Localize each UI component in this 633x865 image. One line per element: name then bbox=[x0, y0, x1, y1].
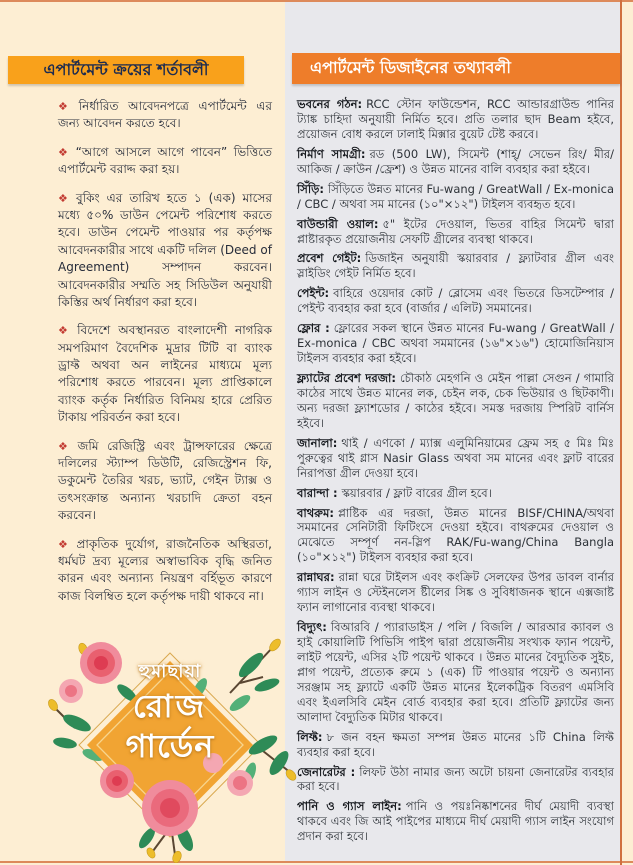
spec-item bbox=[297, 570, 614, 615]
spec-item bbox=[297, 730, 614, 760]
spec-label: বিদ্যুৎ: bbox=[297, 620, 327, 635]
spec-text: স্কয়ারবার / ফ্লাট বারের গ্রীল হবে। bbox=[341, 485, 492, 500]
design-section bbox=[297, 97, 614, 849]
bullet-text: বিদেশে অবস্থানরত বাংলাদেশী নাগরিক সমপরিমাণ বৈদেশিক মুদ্রার টিটি বা ব্যাংক ড্রাফ্ট অথবা অন লাইনের মাধ্যমে মূল্য পরিশোধ করতে পারবেন। মূল্য প্রাপ্তিকালে ব্যাংক কর্তৃক নির্ধারিত বিনিময় হারে প্রেরিত টাকায় পরিবর্তন করা হবে। bbox=[58, 323, 272, 425]
spec-item bbox=[297, 251, 614, 281]
spec-label: পানি ও গ্যাস লাইন: bbox=[297, 799, 402, 814]
bullet-item bbox=[58, 190, 272, 312]
terms-section bbox=[58, 98, 272, 616]
spec-label: লিফ্ট: bbox=[297, 729, 323, 744]
top-border-line bbox=[0, 0, 633, 2]
design-header bbox=[292, 53, 620, 84]
spec-text: লিফট উঠা নামার জন্য অটো চায়না জেনারেটর ব্যবহার করা হবে। bbox=[297, 764, 614, 794]
diamond-bullet-icon: ❖ bbox=[58, 439, 73, 453]
spec-text: প্লাষ্টিক এর দরজা, উন্নত মানের BISF/CHINA/অথবা সমমানের সেনিটারী ফিটিংসে দেওয়া হইবে। বাথরুমের দেওয়াল ও মেঝেতে সম্পূর্ণ নন-স্লিপ RAK/Fu-wang/China Bangla (১০"×১২") টাইলস ব্যবহার করা হবে। bbox=[297, 505, 614, 565]
spec-item bbox=[297, 486, 614, 501]
bullet-item bbox=[58, 536, 272, 606]
spec-text: রড (500 LW), সিমেন্ট (শাহ্/ সেভেন রিং/ মীর/ আকিজ / ক্রাউন /ফ্রেশ) ও উন্নত মানের বালি ব্যবহার করা হইবে। bbox=[297, 146, 615, 176]
spec-text: চৌকাঠ মেহগনি ও মেইন পাল্লা সেগুন / গামারি কাঠের সাথে উন্নত মানের লক, চেইন লক, চেক ভিউয়ার ও ছিটকাণী। অন্য দরজা ফ্ল্যাশডোর / কাঠের হইবে। সমস্ত দরজায় স্পিরিট বার্নিস হইবে। bbox=[297, 371, 614, 430]
spec-item bbox=[297, 436, 614, 481]
spec-label: রান্নাঘর: bbox=[297, 570, 335, 585]
bullet-item bbox=[58, 438, 272, 525]
spec-text: ডিজাইন অনুযায়ী স্কয়ারবার / ফ্ল্যাটবার গ্রীল এবং স্লাইডিং গেইট নির্মিত হবে। bbox=[297, 251, 614, 281]
spec-label: ফ্লোর : bbox=[297, 321, 330, 336]
spec-item bbox=[297, 765, 614, 795]
spec-text: সিঁড়িতে উন্নত মানের Fu-wang / GreatWall / Ex-monica / CBC / অথবা সম মানের (১০"×১২") টাইলস ব্যবহৃত হবে। bbox=[297, 181, 614, 211]
spec-label: ভবনের গঠন: bbox=[297, 97, 363, 111]
spec-item bbox=[297, 286, 614, 316]
bullet-item bbox=[58, 322, 272, 426]
spec-text: বিআরবি / প্যারাডাইস / পলি / বিজলি / আরআর ক্যাবল ও হাই কোয়ালিটি পিভিসি পাইপ দ্বারা প্রয়োজনীয় সংখ্যক ফ্যান পয়েন্ট, লাইট পয়েন্ট, এসির ২টি পয়েন্ট থাকবে । উন্নত মানের বৈদ্যুতিক সুইচ, প্লাগ পয়েন্ট, প্রত্যেক রুমে ১ (এক) টি পাওয়ার পয়েন্ট ও অন্যান্য সরঞ্জাম সহ ফ্ল্যাটে একটি উন্নত মানের ইলেকট্রিক বিতরণ এমসিবি এবং ইএলসিবি মেইন বোর্ড ব্যবহার করা হবে। প্রতিটি ফ্ল্যাটের জন্য আলাদা বৈদ্যুতিক মিটার থাকবে। bbox=[297, 620, 614, 724]
spec-label: বাথরুম: bbox=[297, 505, 334, 520]
diamond-bullet-icon: ❖ bbox=[58, 100, 74, 113]
bullet-text: “আগে আসলে আগে পাবেন” ভিত্তিতে এপার্টমেন্ট বরাদ্দ করা হয়। bbox=[58, 144, 272, 177]
logo-title-line: রোজ bbox=[132, 687, 208, 725]
spec-text: ৮ জন বহন ক্ষমতা সম্পন্ন উন্নত মানের ১টি China লিফ্ট ব্যবহার করা হবে। bbox=[297, 729, 614, 759]
bullet-text: প্রাকৃতিক দুর্যোগ, রাজনৈতিক অস্থিরতা, ধর্মঘট দ্রব্য মূল্যের অস্বাভাবিক বৃদ্ধি জনিত কারন এবং অন্যান্য নিয়ন্ত্রণ বর্হিভূত কারণে কাজ বিলম্বিত হলে কর্তৃপক্ষ দায়ী থাকবে না। bbox=[58, 536, 272, 603]
spec-text: RCC স্টোন ফাউন্ডেশন, RCC আন্ডারগ্রাউন্ড পানির ট্যাঙ্ক চাহিদা অনুযায়ী নির্মিত হবে। প্রতি তলার ছাদ Beam হইবে, প্রয়োজন বোধ করলে ঢালাই মিক্সার বুয়েট টেষ্ট করবে। bbox=[297, 97, 615, 141]
spec-text: পানি ও পয়ঃনিষ্কাশনের দীর্ঘ মেয়াদী ব্যবস্থা থাকবে এবং জি আই পাইপের মাধ্যমে দীর্ঘ মেয়াদী গ্যাস লাইন সংযোগ প্রদান করা হবে। bbox=[297, 799, 614, 844]
spec-text: থাই / এণকো / ম্যাক্স এলুমিনিয়ামের ফ্রেম সহ ৫ মিঃ মিঃ পুরুত্বের থাই গ্লাস Nasir Glass অথবা সম মানের এবং ফ্লাট বারের নিরাপত্তা গ্রীল দেওয়া হবে। bbox=[297, 435, 614, 480]
spec-item bbox=[297, 182, 614, 212]
spec-item bbox=[297, 147, 614, 177]
spec-item bbox=[297, 97, 614, 142]
spec-item bbox=[297, 321, 614, 366]
spec-label: ফ্ল্যাটের প্রবেশ দরজা: bbox=[297, 371, 396, 385]
spec-label: নির্মাণ সামগ্রী: bbox=[297, 146, 366, 161]
logo-subtitle-line: গার্ডেন bbox=[125, 727, 215, 765]
spec-text: রান্না ঘরে টাইলস এবং কংক্রিট সেলফের উপর ডাবল বার্নার গ্যাস লাইন ও স্টেইনলেস ষ্টীলের সিঙ্ক ও সুবিধাজনক স্থানে এক্সজাষ্ট ফ্যান লাগানোর ব্যবস্থা থাকবে। bbox=[297, 570, 614, 615]
spec-item bbox=[297, 217, 614, 247]
design-header-title: এপার্টমেন্ট ডিজাইনের তথ্যাবলী bbox=[310, 58, 511, 77]
bullet-text: নির্ধারিত আবেদনপত্রে এপার্টমেন্ট এর জন্য আবেদন করতে হবে। bbox=[58, 99, 272, 131]
spec-text: ৫" ইটের দেওয়াল, ভিতর বাহির সিমেন্ট দ্বারা প্লাষ্টারকৃত প্রয়োজনীয় সেফটি গ্রীলের ব্যবস্থা থাকবে। bbox=[297, 216, 614, 246]
spec-label: জেনারেটর : bbox=[297, 764, 356, 779]
spec-label: পেইন্ট: bbox=[297, 286, 330, 301]
spec-item bbox=[297, 620, 614, 725]
spec-item bbox=[297, 799, 614, 844]
bullet-text: বুকিং এর তারিখ হতে ১ (এক) মাসের মধ্যে ৫০% ডাউন পেমেন্ট পরিশোধ করতে হবে। ডাউন পেমেন্ট পাওয়ার পর কর্তৃপক্ষ আবেদনকারীর সাথে একটি দলিল (Deed of Agreement) সম্পাদন করবেন। আবেদনকারীর সম্মতি সহ সিডিউল অনুযায়ী কিস্তির অর্থ নির্ধারণ করা হবে। bbox=[58, 190, 272, 309]
spec-text: ফ্লোরের সকল স্থানে উন্নত মানের Fu-wang / GreatWall / Ex-monica / CBC অথবা সমমানের (১৬"×১৬") হোমোজিনিয়াস টাইলস ব্যবহার করা হইবে। bbox=[297, 321, 614, 366]
bullet-item bbox=[58, 98, 272, 133]
spec-label: জানালা: bbox=[297, 435, 338, 450]
spec-text: বাহিরে ওয়েদার কোট / ব্লোসেম এবং ভিতরে ডিসটেম্পার / পেইন্ট ব্যবহার করা হবে (বার্জার / এলিট) সমমানের। bbox=[297, 286, 614, 316]
spec-item bbox=[297, 371, 614, 431]
spec-item bbox=[297, 506, 614, 566]
diamond-bullet-icon: ❖ bbox=[58, 191, 72, 205]
logo-brand-name: হুমাছায়া bbox=[138, 661, 202, 682]
diamond-bullet-icon: ❖ bbox=[58, 145, 71, 159]
bullet-item bbox=[58, 144, 272, 179]
bullet-text: জমি রেজিস্ট্রি এবং ট্রান্সফারের ক্ষেত্রে দলিলের স্ট্যাম্প ডিউটি, রেজিস্ট্রেশন ফি, ডকুমেন্ট তৈরির খরচ, ভ্যাট, গেইন ট্যাক্স ও তৎসংক্রান্ত অন্যান্য খরচাদি ক্রেতা বহন করবেন। bbox=[58, 438, 272, 523]
spec-label: বাউন্ডারী ওয়াল: bbox=[297, 216, 379, 231]
terms-header bbox=[8, 56, 244, 84]
diamond-bullet-icon: ❖ bbox=[58, 324, 73, 338]
right-border-line bbox=[620, 0, 622, 865]
spec-label: বারান্দা : bbox=[297, 485, 338, 500]
rose-garden-logo bbox=[35, 633, 305, 863]
terms-header-title: এপার্টমেন্ট ক্রয়ের শর্তাবলী bbox=[43, 59, 209, 79]
diamond-bullet-icon: ❖ bbox=[58, 537, 72, 551]
spec-label: সিঁড়ি: bbox=[297, 181, 324, 196]
spec-label: প্রবেশ গেইট: bbox=[297, 251, 362, 266]
